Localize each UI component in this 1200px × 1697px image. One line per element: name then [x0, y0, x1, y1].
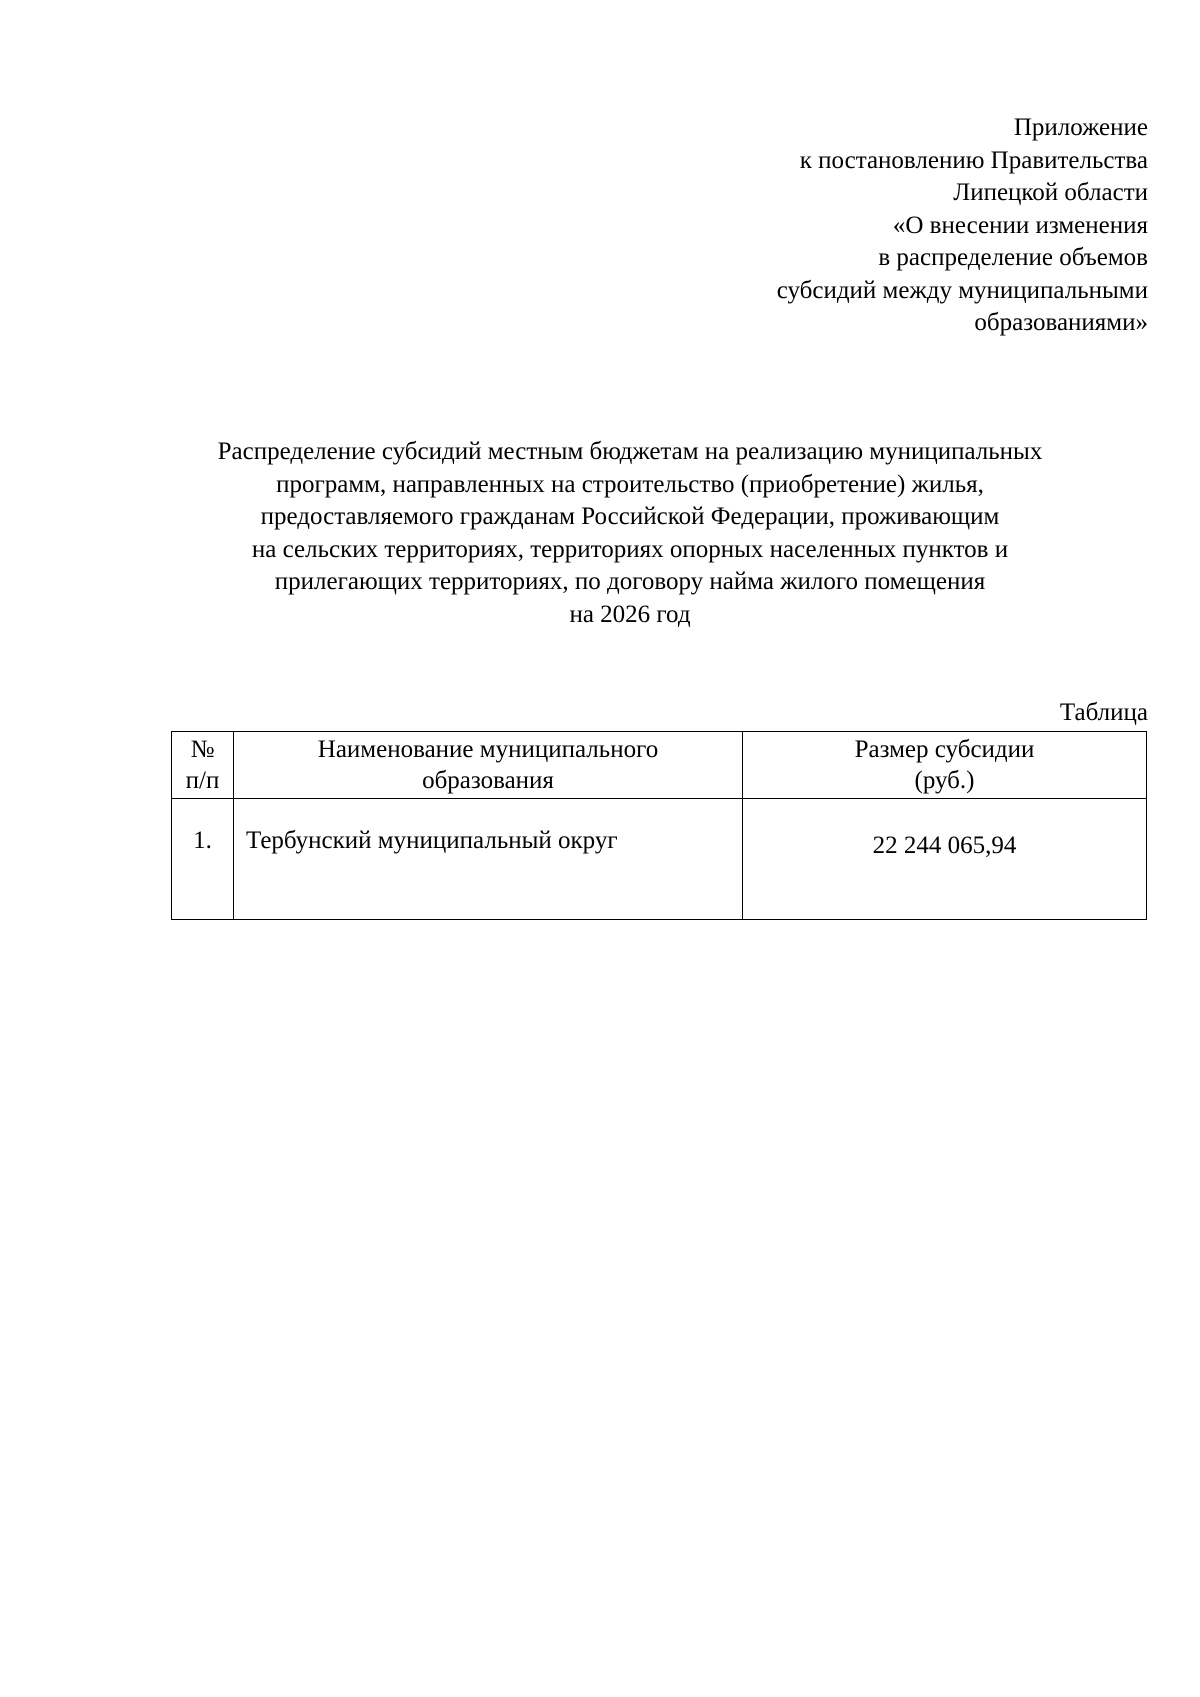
- header-name-line: образования: [422, 767, 554, 794]
- appendix-line: «О внесении изменения: [892, 211, 1148, 239]
- appendix-line: в распределение объемов: [878, 244, 1148, 271]
- header-num: [172, 732, 234, 799]
- row-name: Тербунский муниципальный округ: [234, 799, 743, 920]
- title-line: на сельских территориях, территориях опорных населенных пунктов и: [251, 535, 1009, 563]
- title-line: на 2026 год: [569, 600, 691, 628]
- title-line: программ, направленных на строительство (приобретение) жилья,: [276, 470, 984, 498]
- title-line: предоставляемого гражданам Российской Федерации, проживающим: [260, 503, 1000, 531]
- header-amount: [743, 732, 1147, 799]
- title-line: прилегающих территориях, по договору найма жилого помещения: [274, 568, 986, 596]
- header-name-line: Наименование муниципального: [317, 736, 659, 763]
- title-line: Распределение субсидий местным бюджетам на реализацию муниципальных: [217, 438, 1043, 465]
- row-num: 1.: [172, 799, 234, 920]
- header-num-line: п/п: [185, 767, 220, 794]
- table-header-row: [172, 732, 1147, 799]
- appendix-line: субсидий между муниципальными: [776, 276, 1148, 304]
- appendix-line: Приложение: [1013, 114, 1148, 141]
- appendix-line: Липецкой области: [953, 179, 1148, 206]
- header-amount-line: Размер субсидии: [854, 736, 1035, 763]
- document-title: [150, 436, 1110, 632]
- subsidy-table: [171, 731, 1147, 920]
- table-label: Таблица: [1059, 699, 1148, 726]
- appendix-block: [648, 112, 1148, 340]
- header-name: [234, 732, 743, 799]
- appendix-line: образованиями»: [974, 309, 1148, 336]
- header-num-line: №: [190, 736, 215, 763]
- header-amount-line: (руб.): [914, 767, 975, 794]
- appendix-line: к постановлению Правительства: [799, 146, 1148, 174]
- row-amount: 22 244 065,94: [743, 799, 1147, 920]
- table-row: [172, 799, 1147, 920]
